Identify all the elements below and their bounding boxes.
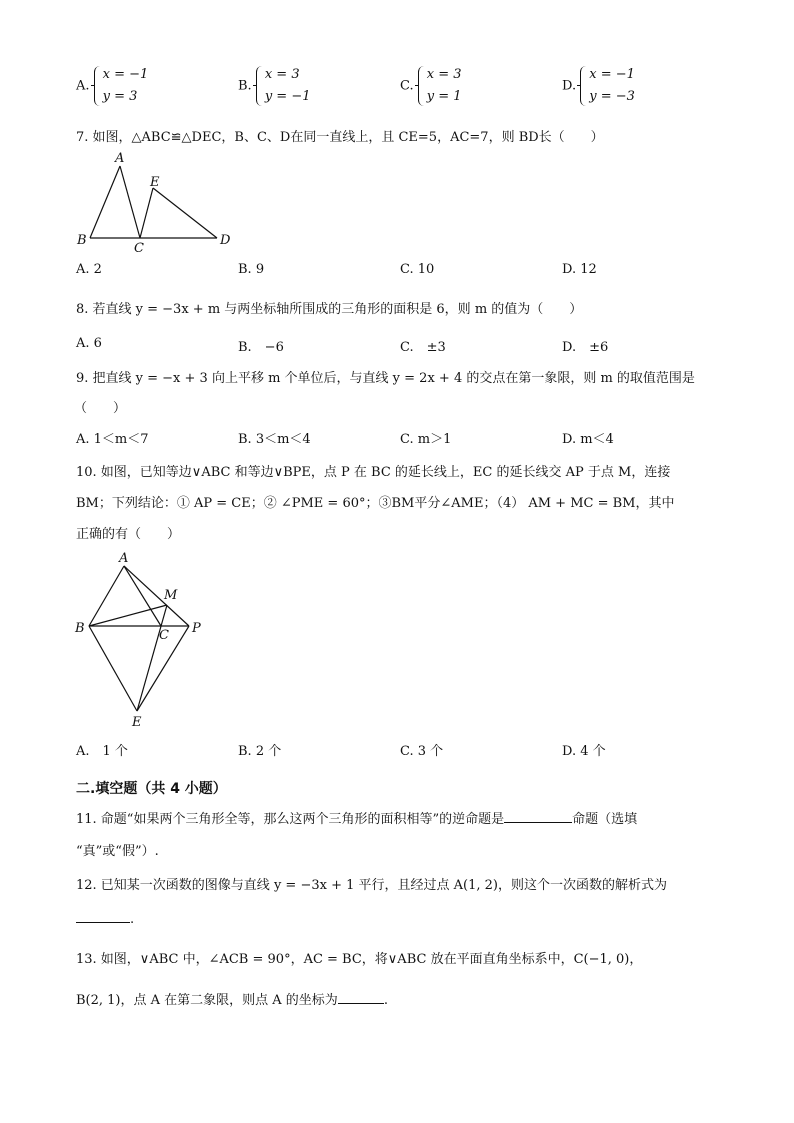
- q10-options: [76, 740, 716, 766]
- label-m: M: [164, 588, 178, 603]
- q8-option-d: D. ±6: [562, 340, 609, 355]
- q7-option-c: C. 10: [400, 262, 435, 277]
- answer-blank: [76, 910, 130, 923]
- segment-ac: [124, 566, 161, 626]
- q7-option-a: A. 2: [76, 262, 102, 277]
- q8-option-a: A. 6: [76, 336, 102, 351]
- q10-option-b: B. 2 个: [238, 744, 282, 759]
- brace-icon: [580, 66, 587, 106]
- label-b: B: [77, 233, 87, 248]
- q10-line2: BM；下列结论：① AP = CE；② ∠PME = 60°；③BM平分∠AME；（4） AM + MC = BM，其中: [76, 496, 675, 511]
- q7-option-b: B. 9: [238, 262, 265, 277]
- q6-option-b: B. x = 3 y = −1: [238, 64, 311, 108]
- q10-figure: [72, 548, 212, 733]
- q8-option-c: C. ±3: [400, 340, 446, 355]
- q7-figure: [74, 148, 244, 258]
- q10-option-a: A. 1 个: [76, 744, 128, 759]
- segment-ba: [90, 166, 120, 238]
- brace-icon: [94, 66, 101, 106]
- segment-bm: [89, 605, 167, 626]
- label-b: B: [75, 621, 85, 636]
- label-e: E: [132, 715, 142, 730]
- label-c: C: [134, 241, 144, 256]
- label-a: A: [119, 551, 129, 566]
- q9-option-c: C. m＞1: [400, 432, 452, 447]
- equation-system: x = −1 y = −3: [580, 64, 635, 108]
- q10-line3: 正确的有（ ）: [76, 527, 181, 542]
- segment-ap: [124, 566, 189, 626]
- q10-option-c: C. 3 个: [400, 744, 444, 759]
- equation-system: x = −1 y = 3: [94, 64, 149, 108]
- segment-ab: [89, 566, 124, 626]
- label-c: C: [159, 628, 169, 643]
- segment-em: [137, 605, 167, 711]
- label-d: D: [220, 233, 231, 248]
- segment-ed: [153, 188, 217, 238]
- q6-option-d: D. x = −1 y = −3: [562, 64, 635, 108]
- section-title: 二.填空题（共 4 小题）: [76, 781, 227, 797]
- equation-system: x = 3 y = 1: [418, 64, 462, 108]
- q11-line1: 11. 命题“如果两个三角形全等，那么这两个三角形的面积相等”的逆命题是 命题（选填: [76, 812, 638, 827]
- label-a: A: [115, 151, 125, 166]
- q8-stem: 8. 若直线 y = −3x + m 与两坐标轴所围成的三角形的面积是 6，则 m 的值为（ ）: [76, 302, 583, 317]
- q12-line1: 12. 已知某一次函数的图像与直线 y = −3x + 1 平行，且经过点 A(1, 2)，则这个一次函数的解析式为: [76, 878, 667, 893]
- segment-be: [89, 626, 137, 711]
- q7-stem: 7. 如图，△ABC≌△DEC，B、C、D在同一直线上，且 CE=5，AC=7，则 BD长（ ）: [76, 130, 604, 145]
- segment-ce: [140, 188, 153, 238]
- answer-blank: [338, 991, 384, 1004]
- brace-icon: [256, 66, 263, 106]
- q7-options: [76, 262, 716, 288]
- q9-option-b: B. 3＜m＜4: [238, 432, 311, 447]
- segment-ac: [120, 166, 140, 238]
- q6-option-c: C. x = 3 y = 1: [400, 64, 462, 108]
- q13-line1: 13. 如图，∨ABC 中，∠ACB = 90°，AC = BC，将∨ABC 放在平面直角坐标系中，C(−1, 0)，: [76, 952, 643, 967]
- q8-option-b: B. −6: [238, 340, 284, 355]
- label-p: P: [192, 621, 201, 636]
- q8-options: [76, 336, 716, 362]
- q6-option-a: A. x = −1 y = 3: [76, 64, 148, 108]
- answer-blank: [504, 810, 572, 823]
- q13-line2: B(2, 1)，点 A 在第二象限，则点 A 的坐标为 .: [76, 993, 388, 1008]
- q9-option-d: D. m＜4: [562, 432, 614, 447]
- q10-line1: 10. 如图，已知等边∨ABC 和等边∨BPE，点 P 在 BC 的延长线上，EC 的延长线交 AP 于点 M，连接: [76, 465, 671, 480]
- brace-icon: [418, 66, 425, 106]
- label-e: E: [150, 175, 160, 190]
- q9-stem-line1: 9. 把直线 y = −x + 3 向上平移 m 个单位后，与直线 y = 2x + 4 的交点在第一象限，则 m 的取值范围是: [76, 371, 695, 386]
- q12-line2: .: [76, 910, 134, 927]
- q9-stem-line2: （ ）: [74, 401, 127, 416]
- q9-option-a: A. 1＜m＜7: [76, 432, 149, 447]
- q10-option-d: D. 4 个: [562, 744, 606, 759]
- q9-options: [76, 428, 716, 454]
- q7-option-d: D. 12: [562, 262, 597, 277]
- equation-system: x = 3 y = −1: [256, 64, 311, 108]
- q6-options: [76, 64, 716, 112]
- q11-line2: “真”或“假”）.: [76, 844, 159, 859]
